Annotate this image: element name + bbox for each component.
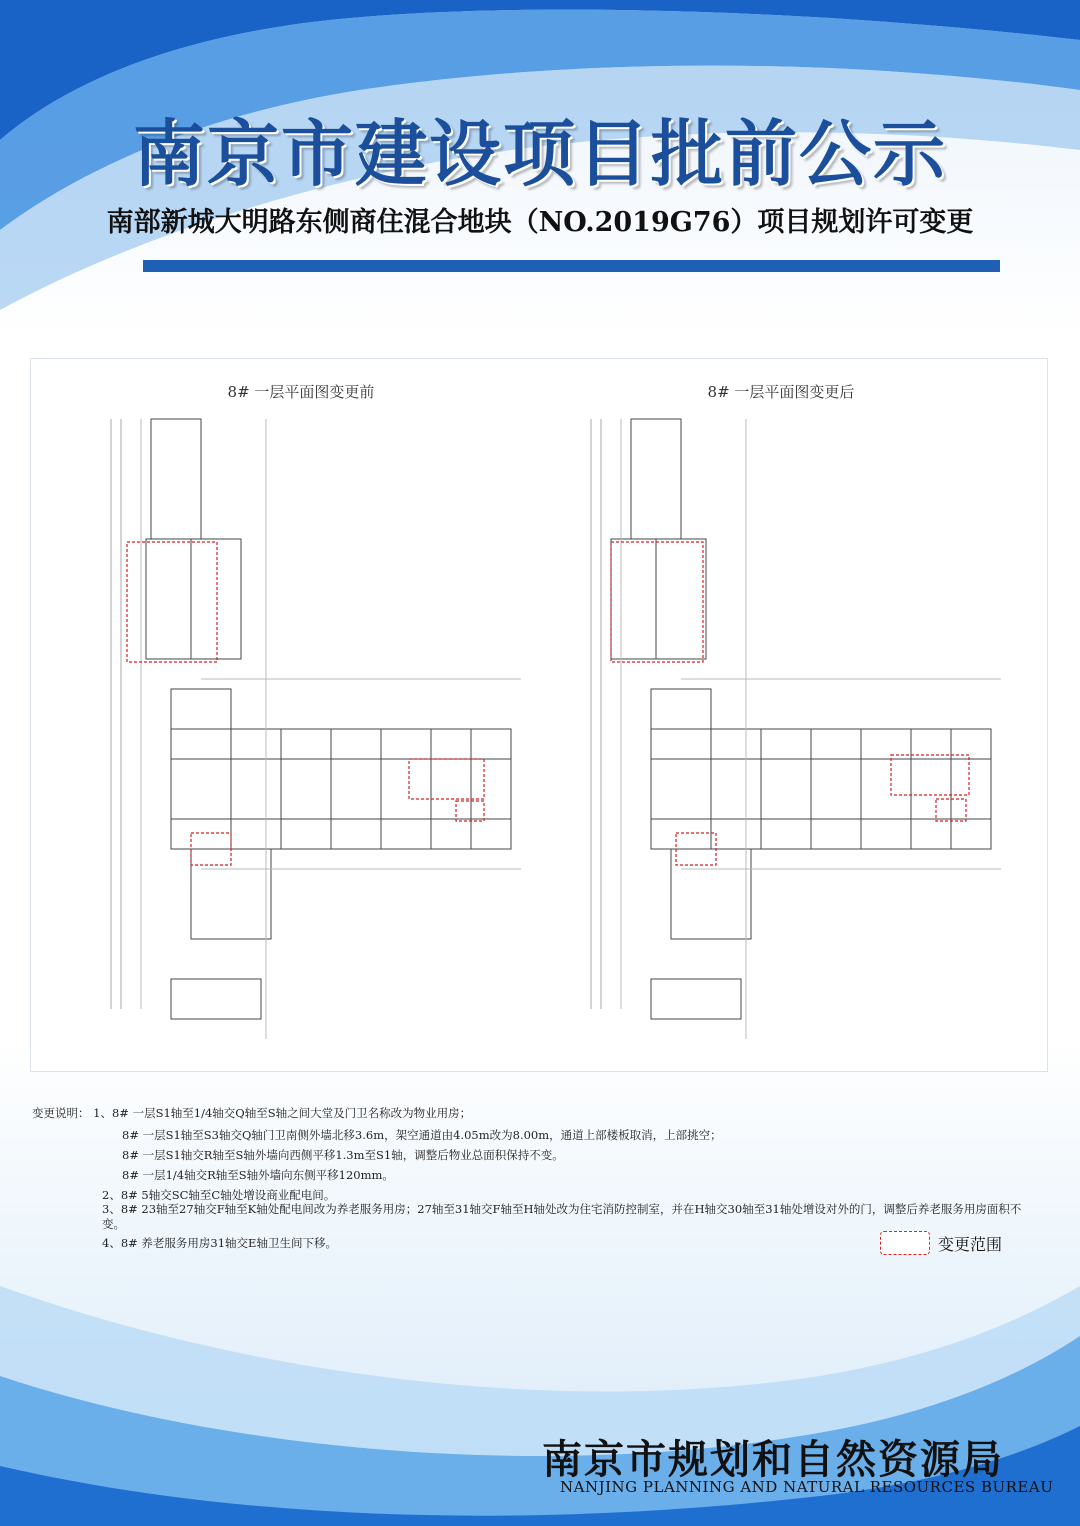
note-line: 8# 一层1/4轴交R轴至S轴外墙向东侧平移120mm。 [122,1168,394,1182]
floor-plan-drawing-after [531,359,1031,1071]
note-line: 4、8# 养老服务用房31轴交E轴卫生间下移。 [102,1236,337,1250]
title-underline [143,260,1000,272]
note-line: 3、8# 23轴至27轴交F轴至K轴处配电间改为养老服务用房；27轴至31轴交F轴至H轴处改为住宅消防控制室，并在H轴交30轴至31轴处增设对外的门，调整后养老服务用房面积不变。 [102,1202,1022,1231]
legend-label: 变更范围 [938,1234,1003,1254]
legend [880,1230,1002,1256]
floor-plan-drawing-before [51,359,551,1071]
floor-plan-before [51,359,551,1071]
drawing-panel [30,358,1048,1072]
note-line: 2、8# 5轴交SC轴至C轴处增设商业配电间。 [102,1188,336,1202]
bureau-name: 南京市规划和自然资源局 [542,1436,1004,1483]
project-subtitle: 南部新城大明路东侧商住混合地块（NO.2019G76）项目规划许可变更 [106,207,974,238]
plan-title-after: 8# 一层平面图变更后 [707,383,855,401]
floor-plan-after [531,359,1031,1071]
change-scope-marker [880,1231,930,1255]
note-line: 8# 一层S1轴交R轴至S轴外墙向西侧平移1.3m至S1轴，调整后物业总面积保持不变。 [122,1148,564,1162]
note-line: 变更说明： 1、8# 一层S1轴至1/4轴交Q轴至S轴之间大堂及门卫名称改为物业用房； [32,1106,472,1120]
plan-title-before: 8# 一层平面图变更前 [227,383,375,401]
main-title: 南京市建设项目批前公示 [132,112,947,196]
bureau-name-en: NANJING PLANNING AND NATURAL RESOURCES BUREAU [560,1478,1054,1496]
note-line: 8# 一层S1轴至S3轴交Q轴门卫南侧外墙北移3.6m，架空通道由4.05m改为8.00m，通道上部楼板取消，上部挑空； [122,1128,722,1142]
